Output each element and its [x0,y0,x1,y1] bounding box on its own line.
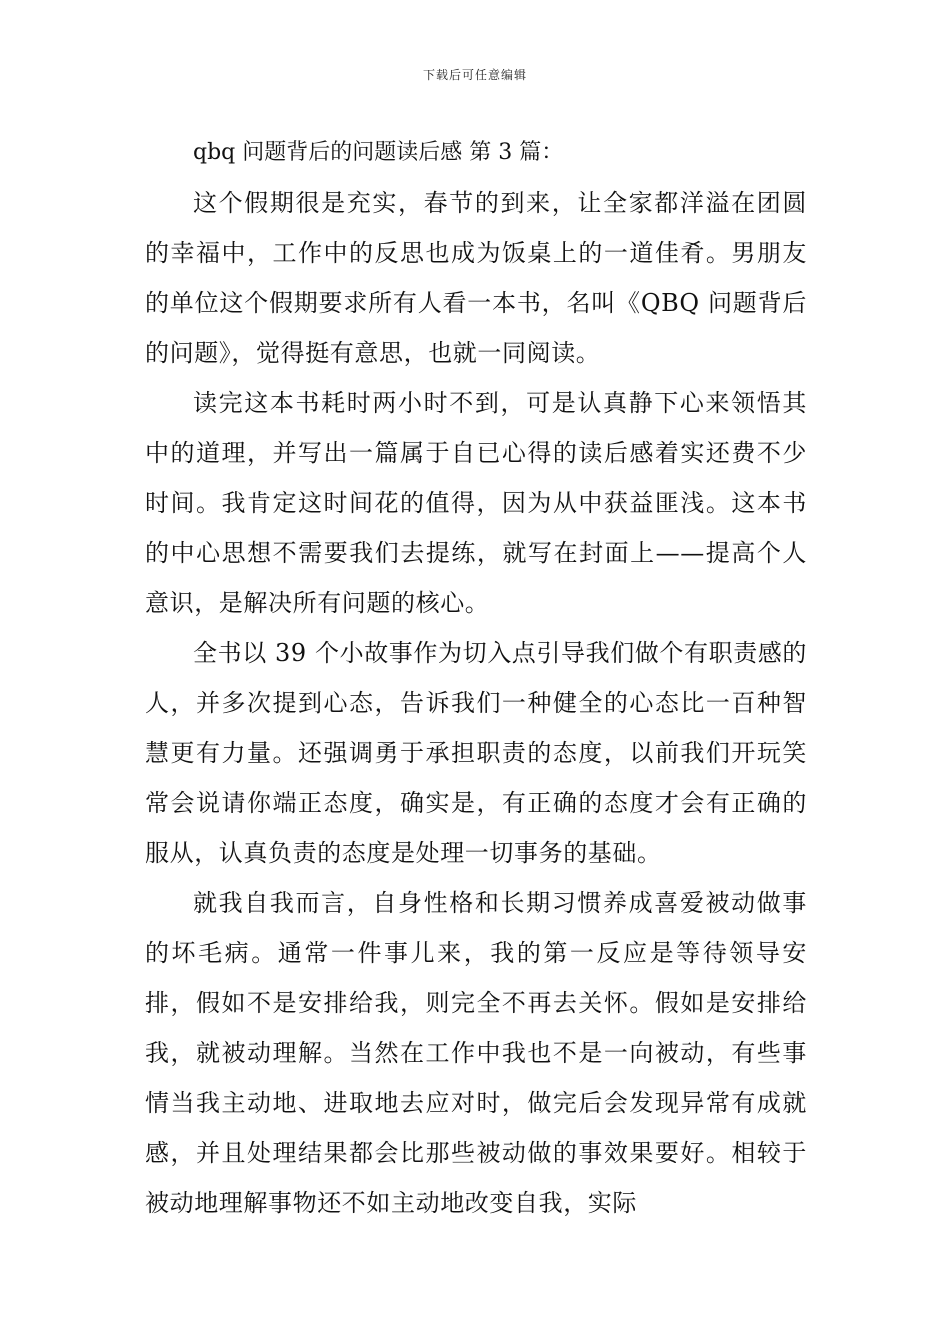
paragraph-3: 全书以 39 个小故事作为切入点引导我们做个有职责感的人，并多次提到心态，告诉我们一种健全的心态比一百种智慧更有力量。还强调勇于承担职责的态度，以前我们开玩笑常会说请你端正态度，确实是，有正确的态度才会有正确的服从，认真负责的态度是处理一切事务的基础。 [145,639,807,867]
paragraph-4: 就我自我而言，自身性格和长期习惯养成喜爱被动做事的坏毛病。通常一件事儿来，我的第一反应是等待领导安排，假如不是安排给我，则完全不再去关怀。假如是安排给我，就被动理解。当然在工作中我也不是一向被动，有些事情当我主动地、进取地去应对时，做完后会发现异常有成就感，并且处理结果都会比那些被动做的事效果要好。相较于被动地理解事物还不如主动地改变自我，实际 [145,889,807,1217]
paragraph-2: 读完这本书耗时两小时不到，可是认真静下心来领悟其中的道理，并写出一篇属于自已心得的读后感着实还费不少时间。我肯定这时间花的值得，因为从中获益匪浅。这本书的中心思想不需要我们去提练，就写在封面上——提高个人意识，是解决所有问题的核心。 [145,389,807,617]
header-note: 下载后可任意编辑 [422,68,527,82]
paragraph-1: 这个假期很是充实，春节的到来，让全家都洋溢在团圆的幸福中，工作中的反思也成为饭桌上的一道佳肴。男朋友的单位这个假期要求所有人看一本书，名叫《QBQ 问题背后的问题》，觉得挺有意思，也就一同阅读。 [145,189,807,367]
document-body [145,128,807,1228]
article-title: qbq 问题背后的问题读后感 第 3 篇： [193,140,564,165]
